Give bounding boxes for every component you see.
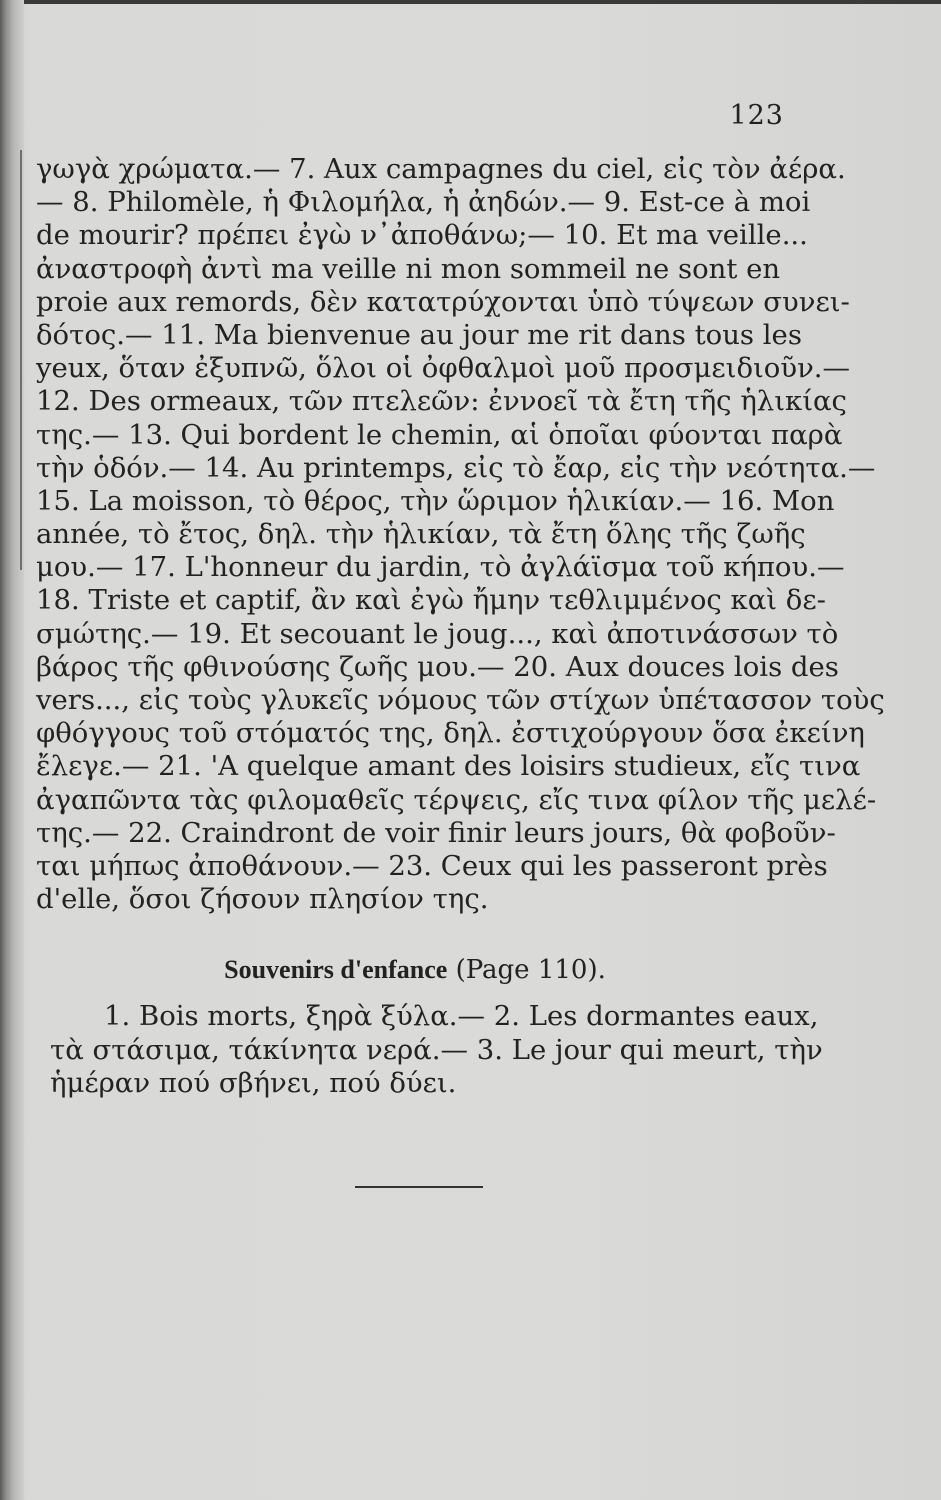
text-line: ἀγαπῶντα τὰς φιλομαθεῖς τέρψεις, εἴς τινα φίλον τῆς μελέ-	[36, 783, 877, 816]
text-line: της.— 13. Qui bordent le chemin, αἱ ὁποῖαι φύονται παρὰ	[36, 418, 843, 451]
text-line: βάρος τῆς φθινούσης ζωῆς μου.— 20. Aux douces lois des	[36, 650, 839, 683]
text-line: ἀναστροφὴ ἀντὶ ma veille ni mon sommeil ne sont en	[36, 252, 781, 285]
text-line: δότος.— 11. Ma bienvenue au jour me rit dans tous les	[36, 318, 802, 351]
text-line: 18. Triste et captif, ἂν καὶ ἐγὼ ἤμην τεθλιμμένος καὶ δε-	[36, 584, 826, 617]
text-line: de mourir? πρέπει ἐγὼ ν᾿ἀποθάνω;— 10. Et ma veille...	[36, 219, 808, 252]
text-line: yeux, ὅταν ἐξυπνῶ, ὅλοι οἱ ὀφθαλμοὶ μοῦ προσμειδιοῦν.—	[36, 352, 851, 385]
text-line: γωγὰ χρώματα.— 7. Aux campagnes du ciel, εἰς τὸν ἀέρα.	[36, 153, 846, 185]
text-line: d'elle, ὅσοι ζήσουν πλησίον της.	[36, 883, 489, 916]
text-line: proie aux remords, δὲν κατατρύχονται ὑπὸ τύψεων συνει-	[36, 285, 850, 318]
text-line: ται μήπως ἀποθάνουν.— 23. Ceux qui les passeront près	[36, 849, 828, 882]
section-page-ref: (Page 110).	[455, 955, 606, 985]
page-top-edge	[0, 0, 941, 4]
text-line: τὴν ὁδόν.— 14. Au printemps, εἰς τὸ ἔαρ, εἰς τὴν νεότητα.—	[36, 451, 876, 484]
section-paragraph	[50, 1000, 823, 1101]
text-line: σμώτης.— 19. Et secouant le joug..., καὶ ἀποτινάσσων τὸ	[36, 617, 839, 650]
text-line: ἔλεγε.— 21. 'A quelque amant des loisirs studieux, εἴς τινα	[36, 750, 861, 783]
section-heading	[0, 955, 830, 985]
text-line: — 8. Philomèle, ἡ Φιλομήλα, ἡ ἀηδών.— 9. Est-ce à moi	[36, 186, 811, 219]
text-line: φθόγγους τοῦ στόματός της, δηλ. ἐστιχούργουν ὅσα ἐκείνη	[36, 717, 865, 750]
section-end-rule	[355, 1186, 483, 1188]
page-number: 123	[729, 100, 784, 131]
text-line: μου.— 17. L'honneur du jardin, τὸ ἀγλάϊσμα τοῦ κήπου.—	[36, 551, 845, 584]
glossary-paragraph	[36, 153, 885, 916]
text-line: ἡμέραν πού σβήνει, πού δύει.	[50, 1067, 457, 1099]
text-line: τὰ στάσιμα, τάκίνητα νερά.— 3. Le jour qui meurt, τὴν	[50, 1033, 823, 1066]
text-line: της.— 22. Craindront de voir finir leurs jours, θὰ φοβοῦν-	[36, 816, 836, 849]
text-line: vers..., εἰς τοὺς γλυκεῖς νόμους τῶν στίχων ὑπέτασσον τοὺς	[36, 684, 885, 716]
text-line: 15. La moisson, τὸ θέρος, τὴν ὥριμον ἡλικίαν.— 16. Mon	[36, 484, 835, 517]
text-line: année, τὸ ἔτος, δηλ. τὴν ἡλικίαν, τὰ ἔτη ὅλης τῆς ζωῆς	[36, 518, 806, 551]
section-title: Souvenirs d'enfance	[224, 955, 448, 984]
text-line: 1. Bois morts, ξηρὰ ξύλα.— 2. Les dormantes eaux,	[104, 1000, 819, 1032]
text-line: 12. Des ormeaux, τῶν πτελεῶν: ἐννοεῖ τὰ ἔτη τῆς ἡλικίας	[36, 385, 847, 418]
spine-binding-line	[20, 150, 22, 570]
